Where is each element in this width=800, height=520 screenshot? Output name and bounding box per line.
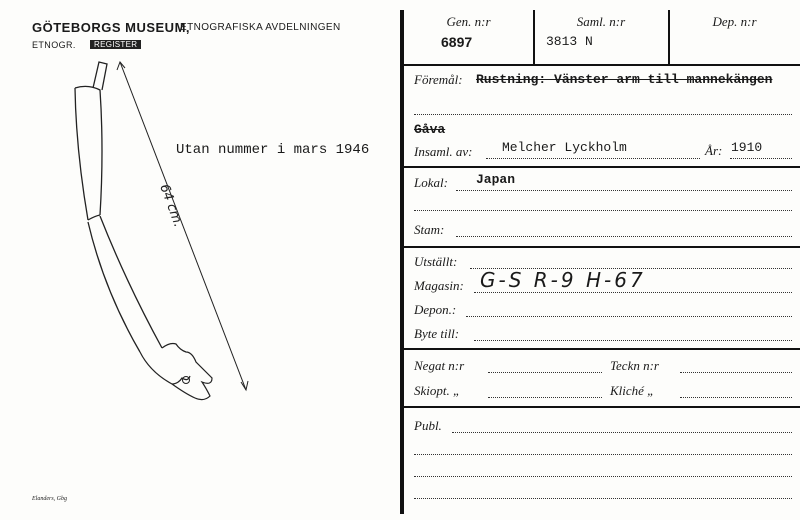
department-name: ETNOGRAFISKA AVDELNINGEN	[180, 22, 341, 33]
saml-nr-value: 3813 N	[546, 34, 593, 49]
arm-forearm-outline	[88, 216, 162, 352]
dotted-line	[474, 292, 792, 293]
dotted-line	[730, 158, 792, 159]
dotted-line	[488, 372, 602, 373]
dep-nr-label: Dep. n:r	[712, 14, 757, 29]
dotted-line	[680, 397, 792, 398]
lokal-label: Lokal:	[414, 175, 448, 190]
arm-pole	[93, 62, 107, 90]
magasin-label: Magasin:	[414, 278, 464, 293]
magasin-value: G-S R-9 H-67	[480, 268, 646, 292]
dotted-line	[414, 114, 792, 115]
teckn-label: Teckn n:r	[610, 358, 659, 373]
negat-label: Negat n:r	[414, 358, 465, 373]
dotted-line	[414, 454, 792, 455]
stam-label: Stam:	[414, 222, 445, 237]
gava-label: Gåva	[414, 122, 446, 137]
foremal-value: Rustning: Vänster arm till mannekängen	[476, 72, 773, 87]
dotted-line	[474, 340, 792, 341]
note-text: Utan nummer i mars 1946	[176, 142, 370, 158]
dotted-line	[414, 476, 792, 477]
arm-elbow	[88, 215, 100, 220]
dotted-line	[466, 316, 792, 317]
section-rule	[404, 406, 800, 408]
section-rule	[404, 246, 800, 248]
museum-name: GÖTEBORGS MUSEUM,	[32, 20, 191, 35]
dotted-line	[488, 397, 602, 398]
gen-nr-value: 6897	[441, 34, 473, 50]
byte-label: Byte till:	[414, 326, 460, 341]
saml-nr-label: Saml. n:r	[576, 14, 626, 29]
ar-label: År:	[705, 143, 723, 158]
utstallt-label: Utställt:	[414, 254, 458, 269]
kliche-label: Kliché „	[610, 383, 655, 398]
section-label: ETNOGR.	[32, 40, 76, 50]
dotted-line	[456, 236, 792, 237]
insaml-label: Insaml. av:	[414, 144, 473, 159]
dotted-line	[486, 158, 700, 159]
foremal-label: Föremål:	[414, 72, 463, 87]
measure-arrow-top	[117, 62, 125, 70]
card-divider	[400, 10, 404, 514]
section-rule	[404, 166, 800, 168]
printer-mark: Elanders, Gbg	[32, 496, 67, 502]
arm-upper-outline	[75, 86, 102, 220]
lokal-value: Japan	[476, 172, 516, 187]
dotted-line	[456, 190, 792, 191]
measure-line	[120, 62, 246, 390]
dotted-line	[680, 372, 792, 373]
skiopt-label: Skiopt. „	[414, 383, 461, 398]
insaml-value: Melcher Lyckholm	[502, 140, 627, 155]
dotted-line	[414, 210, 792, 211]
depon-label: Depon.:	[414, 302, 457, 317]
dotted-line	[414, 498, 792, 499]
register-stamp: REGISTER	[90, 40, 141, 49]
header-rule	[404, 64, 800, 66]
ar-value: 1910	[731, 140, 763, 155]
section-rule	[404, 348, 800, 350]
publ-label: Publ.	[414, 418, 442, 433]
dotted-line	[452, 432, 792, 433]
arm-hand	[140, 344, 212, 400]
gen-nr-label: Gen. n:r	[446, 14, 491, 29]
dimension-label: 64 cm.	[156, 182, 186, 230]
